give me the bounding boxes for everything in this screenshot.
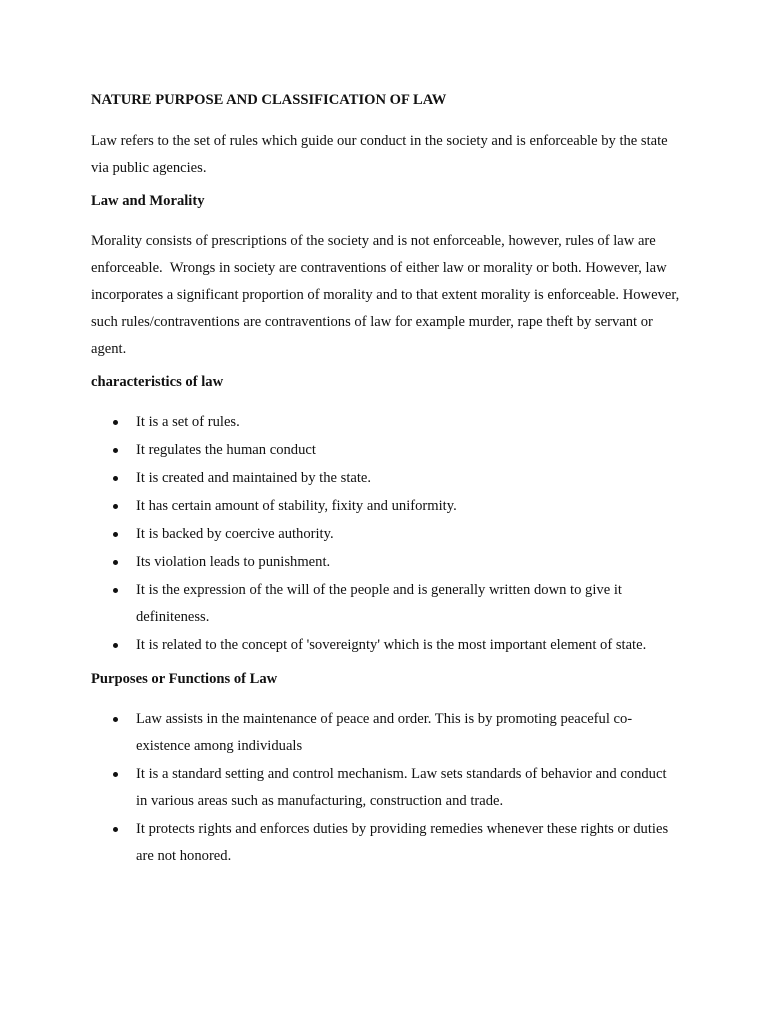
list-item-text: It is a standard setting and control mechanism. Law sets standards of behavior and conduct in various areas such as manufacturing, construction and trade. — [136, 766, 667, 809]
bullet-icon — [113, 476, 118, 481]
list-item-text: It is the expression of the will of the people and is generally written down to give it definiteness. — [136, 582, 622, 625]
list-item — [91, 549, 681, 576]
list-item — [91, 493, 681, 520]
document-page — [91, 90, 681, 880]
list-item — [91, 437, 681, 464]
list-item-text: Law assists in the maintenance of peace and order. This is by promoting peaceful co-existence among individuals — [136, 711, 633, 754]
intro-paragraph: Law refers to the set of rules which guide our conduct in the society and is enforceable by the state via public agencies. — [91, 133, 672, 176]
bullet-icon — [113, 504, 118, 509]
document-title: NATURE PURPOSE AND CLASSIFICATION OF LAW — [91, 92, 447, 108]
section-heading-law-and-morality: Law and Morality — [91, 193, 205, 209]
bullet-icon — [113, 448, 118, 453]
purposes-list — [91, 706, 681, 870]
bullet-icon — [113, 827, 118, 832]
list-item — [91, 816, 681, 870]
list-item — [91, 409, 681, 436]
list-item — [91, 521, 681, 548]
list-item-text: It is backed by coercive authority. — [136, 526, 334, 542]
section-heading-characteristics: characteristics of law — [91, 374, 224, 390]
list-item — [91, 577, 681, 631]
section-heading-purposes: Purposes or Functions of Law — [91, 671, 278, 687]
bullet-icon — [113, 588, 118, 593]
bullet-icon — [113, 772, 118, 777]
list-item-text: It has certain amount of stability, fixity and uniformity. — [136, 498, 457, 514]
list-item — [91, 761, 681, 815]
bullet-icon — [113, 420, 118, 425]
bullet-icon — [113, 717, 118, 722]
characteristics-list — [91, 409, 681, 659]
bullet-icon — [113, 643, 118, 648]
list-item — [91, 465, 681, 492]
bullet-icon — [113, 532, 118, 537]
list-item — [91, 632, 681, 659]
bullet-icon — [113, 560, 118, 565]
list-item-text: It is related to the concept of 'sovereignty' which is the most important element of state. — [136, 637, 647, 653]
list-item — [91, 706, 681, 760]
law-and-morality-paragraph: Morality consists of prescriptions of the society and is not enforceable, however, rules of law are enforceable. Wrongs in society are contraventions of either law or morality or both. However, law incorporates a significant proportion of morality and to that extent morality is enforceable. However, such rules/contraventions are contraventions of law for example murder, rape theft by servant or agent. — [91, 233, 683, 357]
list-item-text: It is a set of rules. — [136, 414, 240, 430]
list-item-text: It regulates the human conduct — [136, 442, 316, 458]
list-item-text: It protects rights and enforces duties by providing remedies whenever these rights or duties are not honored. — [136, 821, 669, 864]
list-item-text: It is created and maintained by the state. — [136, 470, 372, 486]
list-item-text: Its violation leads to punishment. — [136, 554, 331, 570]
